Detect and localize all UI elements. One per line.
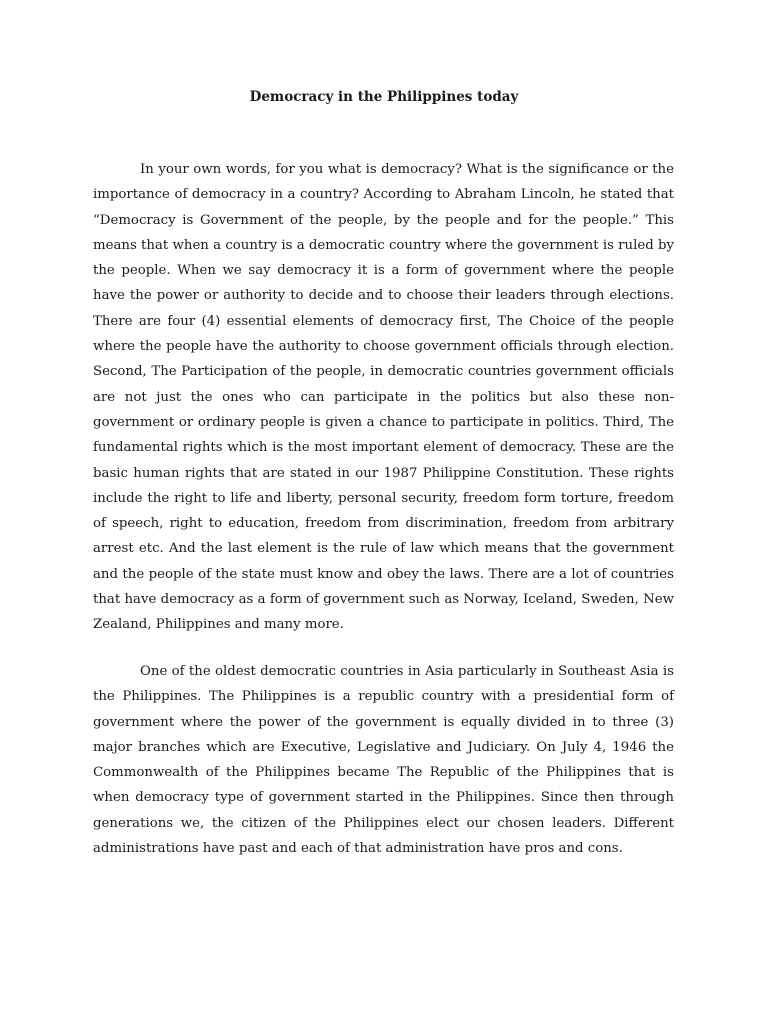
paragraph-democracy-definition: In your own words, for you what is democracy? What is the significance or the importance of democracy in a country? According to Abraham Lincoln, he stated that “Democracy is Government of the people, by the people and for the people.” This means that when a country is a democratic country where the government is ruled by the people. When we say democracy it is a form of government where the people have the power or authority to decide and to choose their leaders through elections. There are four (4) essential elements of democracy first, The Choice of the people where the people have the authority to choose government officials through election. Second, The Participation of the people, in democratic countries government officials are not just the ones who can participate in the politics but also these non-government or ordinary people is given a chance to participate in politics. Third, The fundamental rights which is the most important element of democracy. These are the basic human rights that are stated in our 1987 Philippine Constitution. These rights include the right to life and liberty, personal security, freedom form torture, freedom of speech, right to education, freedom from discrimination, freedom from arbitrary arrest etc. And the last element is the rule of law which means that the government and the people of the state must know and obey the laws. There are a lot of countries that have democracy as a form of government such as Norway, Iceland, Sweden, New Zealand, Philippines and many more. bbox=[93, 162, 674, 633]
document-title: Democracy in the Philippines today bbox=[249, 89, 519, 105]
paragraph-philippines-history: One of the oldest democratic countries in Asia particularly in Southeast Asia is the Philippines. The Philippines is a republic country with a presidential form of government where the power of the government is equally divided in to three (3) major branches which are Executive, Legislative and Judiciary. On July 4, 1946 the Commonwealth of the Philippines became The Republic of the Philippines that is when democracy type of government started in the Philippines. Since then through generations we, the citizen of the Philippines elect our chosen leaders. Different administrations have past and each of that administration have pros and cons. bbox=[93, 664, 674, 857]
